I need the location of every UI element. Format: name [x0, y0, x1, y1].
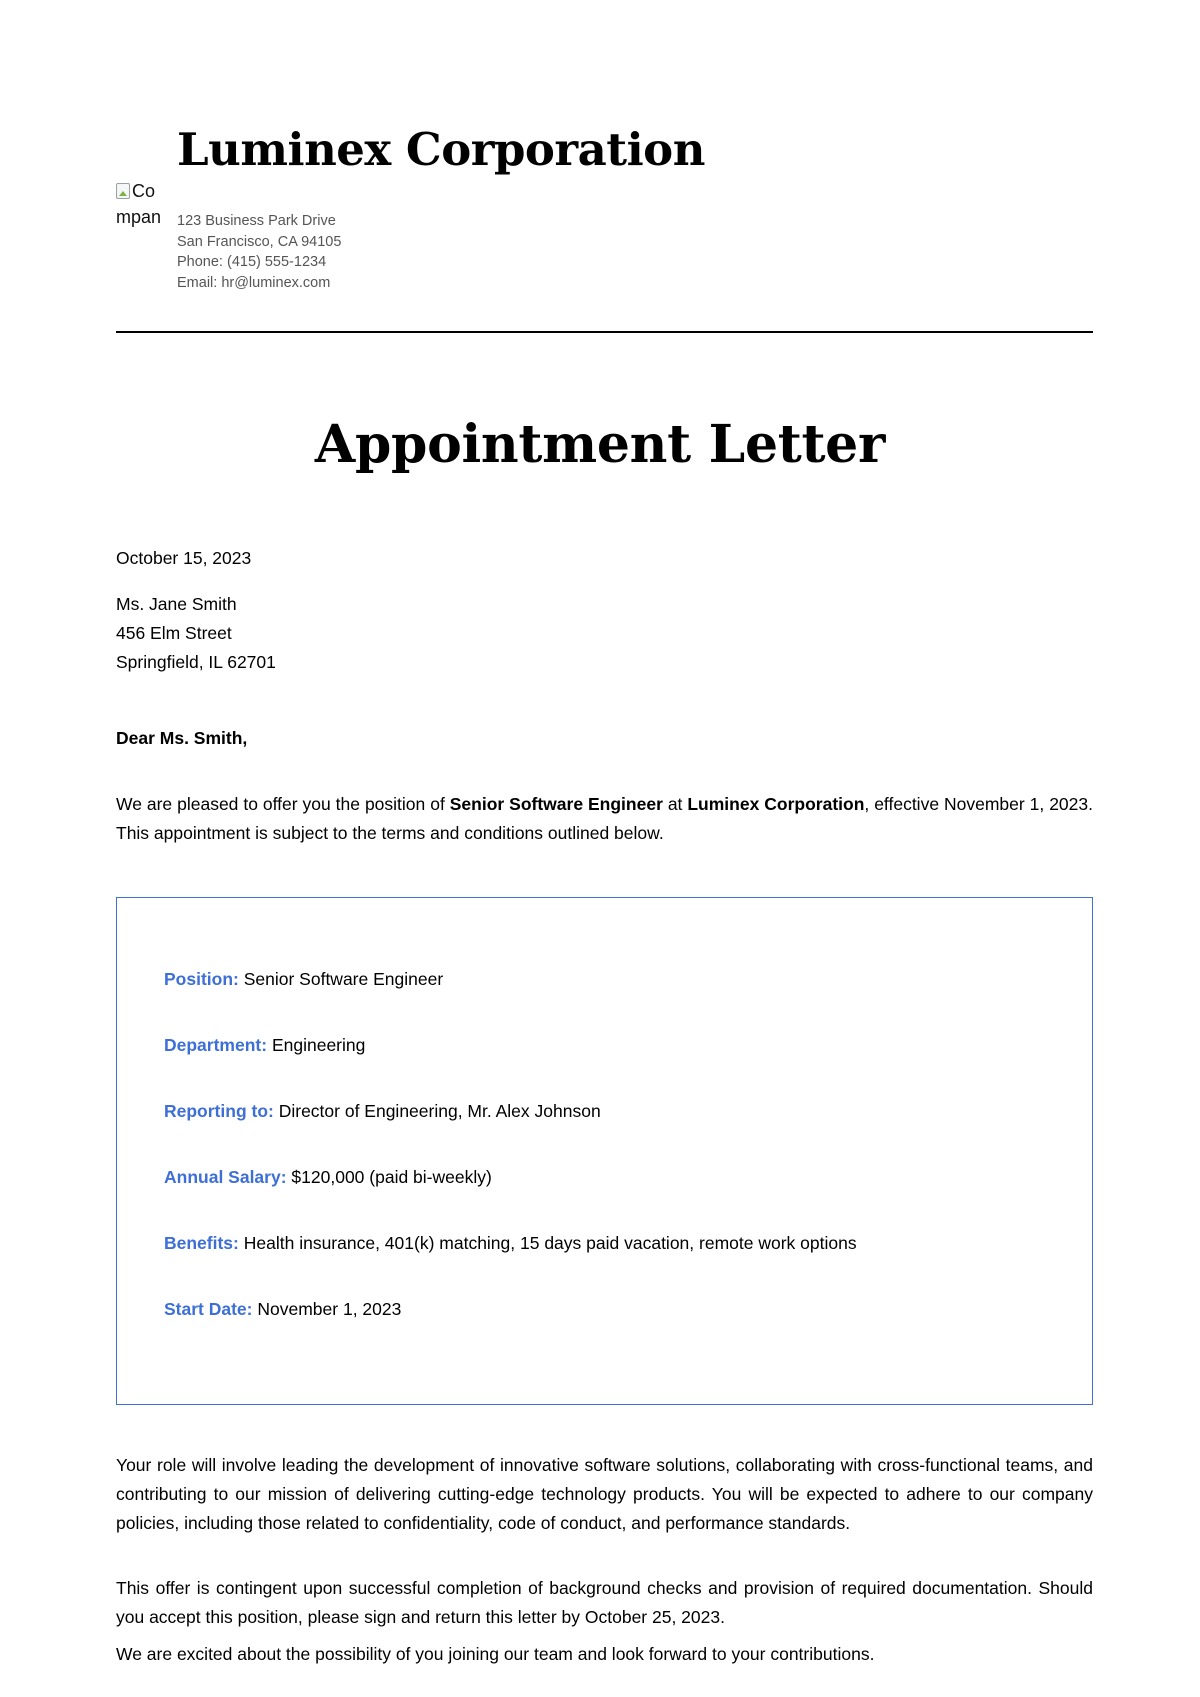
intro-text: , effective November 1, 2023. This appointment is subject to the terms and conditions outlined below.: [116, 794, 1093, 843]
intro-paragraph: [116, 790, 1093, 848]
detail-label: Start Date:: [164, 1299, 253, 1319]
letter-date: October 15, 2023: [116, 548, 252, 568]
detail-department: [164, 1033, 365, 1057]
detail-value: Senior Software Engineer: [243, 969, 444, 989]
contingency-paragraph: This offer is contingent upon successful completion of background checks and provision of required documentation. Should you accept this position, please sign and return this letter by October 25, 2023.: [116, 1578, 1093, 1627]
recipient-address: [116, 590, 1093, 677]
company-address-line2: San Francisco, CA 94105: [177, 233, 342, 250]
detail-value: Health insurance, 401(k) matching, 15 days paid vacation, remote work options: [243, 1233, 857, 1253]
detail-label: Department:: [164, 1035, 268, 1055]
company-logo-image: [116, 178, 162, 228]
header-divider: [116, 331, 1093, 333]
broken-image-icon: [116, 183, 130, 199]
role-paragraph: Your role will involve leading the development of innovative software solutions, collaborating with cross-functional teams, and contributing to our mission of delivering cutting-edge technology products. You will be expected to adhere to our company policies, including those related to confidentiality, code of conduct, and performance standards.: [116, 1455, 1093, 1533]
detail-reporting-to: [164, 1099, 601, 1123]
company-name: Luminex Corporation: [177, 123, 705, 176]
detail-label: Annual Salary:: [164, 1167, 287, 1187]
appointment-details-box: [116, 897, 1093, 1405]
recipient-street: 456 Elm Street: [116, 623, 232, 643]
logo-alt-text: Co: [132, 181, 156, 201]
document-title: Appointment Letter: [314, 414, 886, 475]
detail-value: Director of Engineering, Mr. Alex Johnson: [278, 1101, 601, 1121]
logo-alt-text-wrap: mpan: [116, 207, 162, 227]
detail-value: $120,000 (paid bi-weekly): [291, 1167, 492, 1187]
salutation: Dear Ms. Smith,: [116, 728, 248, 748]
intro-company: Luminex Corporation: [687, 794, 865, 814]
detail-label: Position:: [164, 969, 239, 989]
detail-label: Benefits:: [164, 1233, 239, 1253]
company-phone: Phone: (415) 555-1234: [177, 254, 327, 270]
company-address-line1: 123 Business Park Drive: [177, 213, 336, 229]
detail-annual-salary: [164, 1165, 492, 1189]
intro-text: We are pleased to offer you the position of: [116, 794, 450, 814]
detail-start-date: [164, 1297, 401, 1321]
detail-value: Engineering: [271, 1035, 366, 1055]
detail-label: Reporting to:: [164, 1101, 274, 1121]
closing-paragraph: We are excited about the possibility of you joining our team and look forward to your contributions.: [116, 1644, 875, 1664]
intro-text: at: [662, 794, 688, 814]
detail-value: November 1, 2023: [257, 1299, 402, 1319]
company-email: Email: hr@luminex.com: [177, 274, 331, 291]
company-contact-info: [177, 211, 341, 293]
intro-position: Senior Software Engineer: [449, 794, 663, 814]
detail-position: [164, 967, 443, 991]
recipient-name: Ms. Jane Smith: [116, 594, 237, 614]
detail-benefits: [164, 1231, 857, 1255]
recipient-city: Springfield, IL 62701: [116, 652, 276, 672]
